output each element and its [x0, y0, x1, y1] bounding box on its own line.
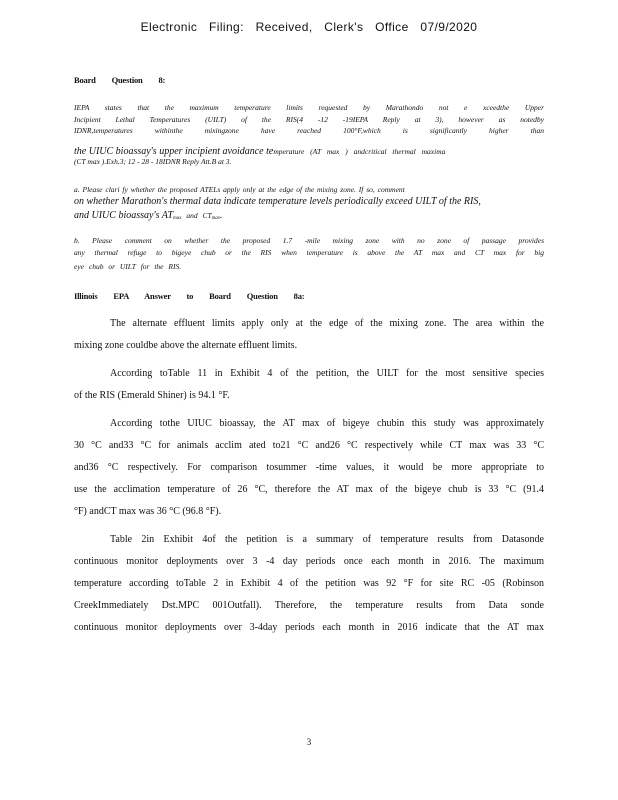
answer-line: of the RIS (Emerald Shiner) is 94.1 °F.: [74, 390, 230, 401]
question-intro: [74, 102, 544, 137]
filing-header: Electronic Filing: Received, Clerk's Office 07/9/2020: [140, 20, 478, 34]
part-a-emphasis-1: on whether Marathon's thermal data indicate temperature levels periodically exceed UILT of the RIS,: [74, 196, 481, 207]
question-intro-big-tail: mperature (AT max ) andcritical thermal maxima: [273, 147, 446, 156]
question-intro-big: the UIUC bioassay's upper incipient avoidance te: [74, 146, 274, 157]
question-intro-line: IEPA states that the maximum temperature limits requested by Marathondo not e xceedthe Upper: [74, 103, 544, 112]
answer-line: temperature according toTable 2 in Exhibit 4 of the petition was 92 °F for site RC -05 (Robinson: [74, 578, 544, 589]
question-intro-line: Incipient Lethal Temperatures (UILT) of the RIS(4 -12 -19IEPA Reply at 3), however as notedby: [74, 114, 544, 124]
part-a-text: a. Please clari fy whether the proposed ATELs apply only at the edge of the mixing zone. If so, comment: [74, 185, 405, 194]
answer-line: The alternate effluent limits apply only at the edge of the mixing zone. The area within the: [110, 318, 544, 329]
answer-line: mixing zone couldbe above the alternate effluent limits.: [74, 340, 298, 351]
part-b-line: b. Please comment on whether the proposed 1.7 -mile mixing zone with no zone of passage provides: [74, 236, 544, 245]
answer-line: continuous monitor deployments over 3-4day periods each month in 2016 indicate that the AT max: [74, 622, 544, 633]
answer-line: According toTable 11 in Exhibit 4 of the petition, the UILT for the most sensitive species: [110, 368, 544, 379]
part-b-line: any thermal refuge to bigeye chub or the RIS when temperature is above the AT max and CT max for big: [74, 247, 544, 257]
answer-line: °F) andCT max was 36 °C (96.8 °F).: [74, 506, 222, 517]
answer-body: [74, 313, 544, 639]
board-question-heading: Board Question 8:: [74, 75, 166, 85]
answer-line: According tothe UIUC bioassay, the AT max of bigeye chubin this study was approximately: [110, 418, 544, 429]
part-b-text: [74, 235, 544, 258]
part-a-sub-2: max: [211, 216, 220, 221]
answer-line: and36 °C respectively. For comparison tosummer -time values, it would be more appropriate to: [74, 462, 544, 473]
question-intro-line: IDNR,temperatures withinthe mixingzone have reached 100°F,which is significantly higher than: [74, 126, 544, 135]
part-a-emphasis-2: [74, 210, 544, 221]
part-a-emphasis-2-end: .: [219, 210, 223, 221]
part-b-last: eye chub or UILT for the RIS.: [74, 262, 182, 271]
part-a-emphasis-2-text: and UIUC bioassay's AT: [74, 210, 174, 221]
answer-line: CreekImmediately Dst.MPC 001Outfall). Therefore, the temperature results from Data sonde: [74, 600, 544, 611]
answer-line: Table 2in Exhibit 4of the petition is a summary of temperature results from Datasonde: [110, 534, 544, 545]
part-a-emphasis-2-tail: and CT: [181, 211, 212, 220]
question-intro-last: (CT max ).Exh.3; 12 - 28 - 18IDNR Reply Att.B at 3.: [74, 157, 232, 166]
page-number: 3: [306, 737, 312, 747]
answer-line: continuous monitor deployments over 3 -4 day periods once each month in 2016. The maximum: [74, 556, 544, 567]
answer-line: 30 °C and33 °C for animals acclim ated to21 °C and26 °C respectively while CT max was 33 °C: [74, 440, 544, 451]
part-a-sub-1: max: [173, 216, 182, 221]
answer-heading: Illinois EPA Answer to Board Question 8a:: [74, 291, 305, 301]
answer-line: use the acclimation temperature of 26 °C, therefore the AT max of the bigeye chub is 33 °C (91.4: [74, 484, 544, 495]
